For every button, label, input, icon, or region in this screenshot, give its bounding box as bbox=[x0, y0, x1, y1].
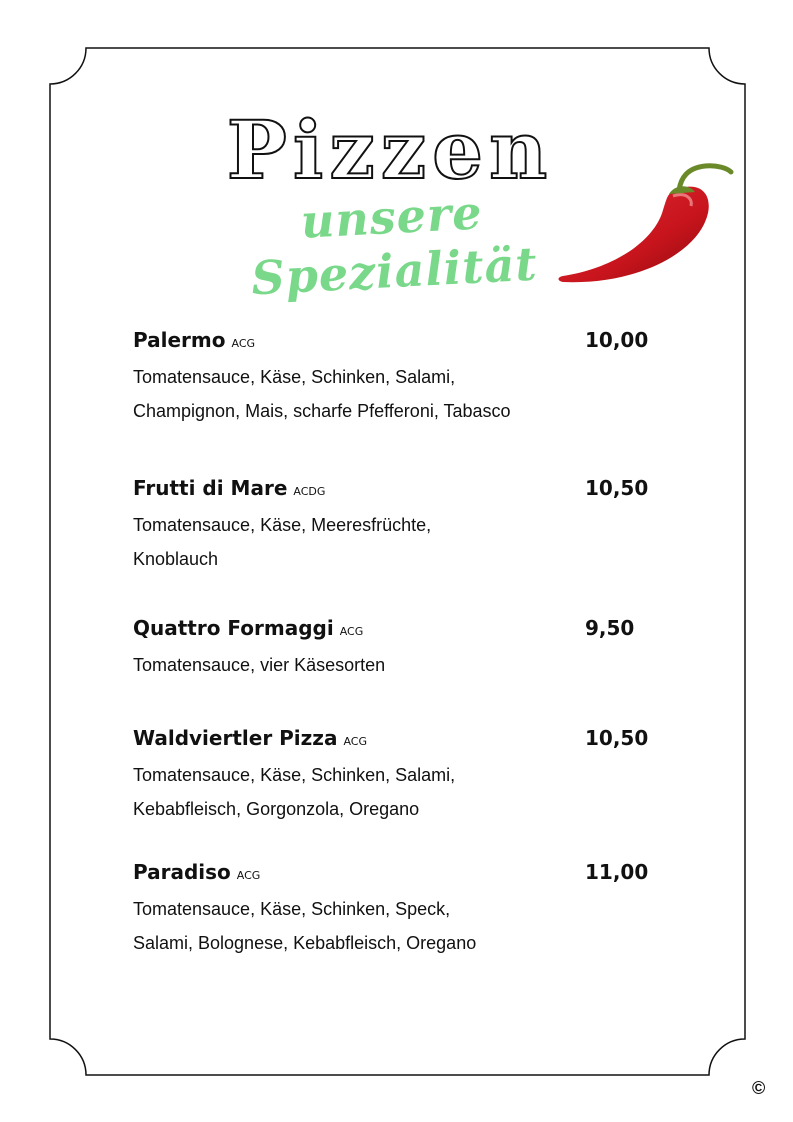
page-title: Pizzen bbox=[226, 103, 554, 197]
menu-item-title bbox=[133, 726, 367, 750]
menu-item-description: Tomatensauce, Käse, Schinken, Speck, bbox=[133, 899, 451, 919]
copyright-mark: © bbox=[752, 1078, 766, 1098]
menu-item-price: 10,00 bbox=[585, 328, 649, 352]
allergen-codes: ACG bbox=[339, 625, 364, 638]
menu-list bbox=[133, 322, 653, 960]
menu-item-header bbox=[133, 322, 653, 360]
menu-item-description: Champignon, Mais, scharfe Pfefferoni, Tabasco bbox=[133, 401, 511, 421]
menu-item-title bbox=[133, 476, 325, 500]
allergen-codes: ACG bbox=[236, 869, 261, 882]
menu-item-name: Frutti di Mare bbox=[133, 476, 288, 500]
menu-item-price: 10,50 bbox=[585, 726, 649, 750]
menu-item bbox=[133, 720, 653, 826]
menu-item-title bbox=[133, 328, 255, 352]
allergen-codes: ACG bbox=[231, 337, 256, 350]
menu-item-title bbox=[133, 616, 363, 640]
menu-item-description: Tomatensauce, Käse, Schinken, Salami, bbox=[133, 367, 456, 387]
menu-item bbox=[133, 470, 653, 576]
page-subtitle: unsere Spezialität bbox=[250, 185, 539, 306]
menu-item bbox=[133, 854, 653, 960]
menu-item-header bbox=[133, 720, 653, 758]
menu-item-description: Salami, Bolognese, Kebabfleisch, Oregano bbox=[133, 933, 477, 953]
menu-item bbox=[133, 610, 653, 682]
menu-item-header bbox=[133, 854, 653, 892]
menu-item-description: Tomatensauce, vier Käsesorten bbox=[133, 655, 386, 675]
menu-item-description: Kebabfleisch, Gorgonzola, Oregano bbox=[133, 799, 420, 819]
menu-item-price: 10,50 bbox=[585, 476, 649, 500]
menu-item bbox=[133, 322, 653, 428]
menu-item-header bbox=[133, 610, 653, 648]
menu-item-name: Palermo bbox=[133, 328, 226, 352]
menu-item-description: Tomatensauce, Käse, Schinken, Salami, bbox=[133, 765, 456, 785]
menu-item-title bbox=[133, 860, 260, 884]
allergen-codes: ACG bbox=[343, 735, 367, 748]
menu-item-description: Tomatensauce, Käse, Meeresfrüchte, bbox=[133, 515, 432, 535]
allergen-codes: ACDG bbox=[293, 485, 326, 498]
menu-item-price: 9,50 bbox=[585, 616, 635, 640]
menu-item-price: 11,00 bbox=[585, 860, 649, 884]
menu-item-name: Waldviertler Pizza bbox=[133, 726, 338, 750]
menu-item-name: Quattro Formaggi bbox=[133, 616, 334, 640]
chili-pepper-icon bbox=[555, 160, 740, 295]
menu-item-name: Paradiso bbox=[133, 860, 231, 884]
menu-item-description: Knoblauch bbox=[133, 549, 219, 569]
menu-item-header bbox=[133, 470, 653, 508]
